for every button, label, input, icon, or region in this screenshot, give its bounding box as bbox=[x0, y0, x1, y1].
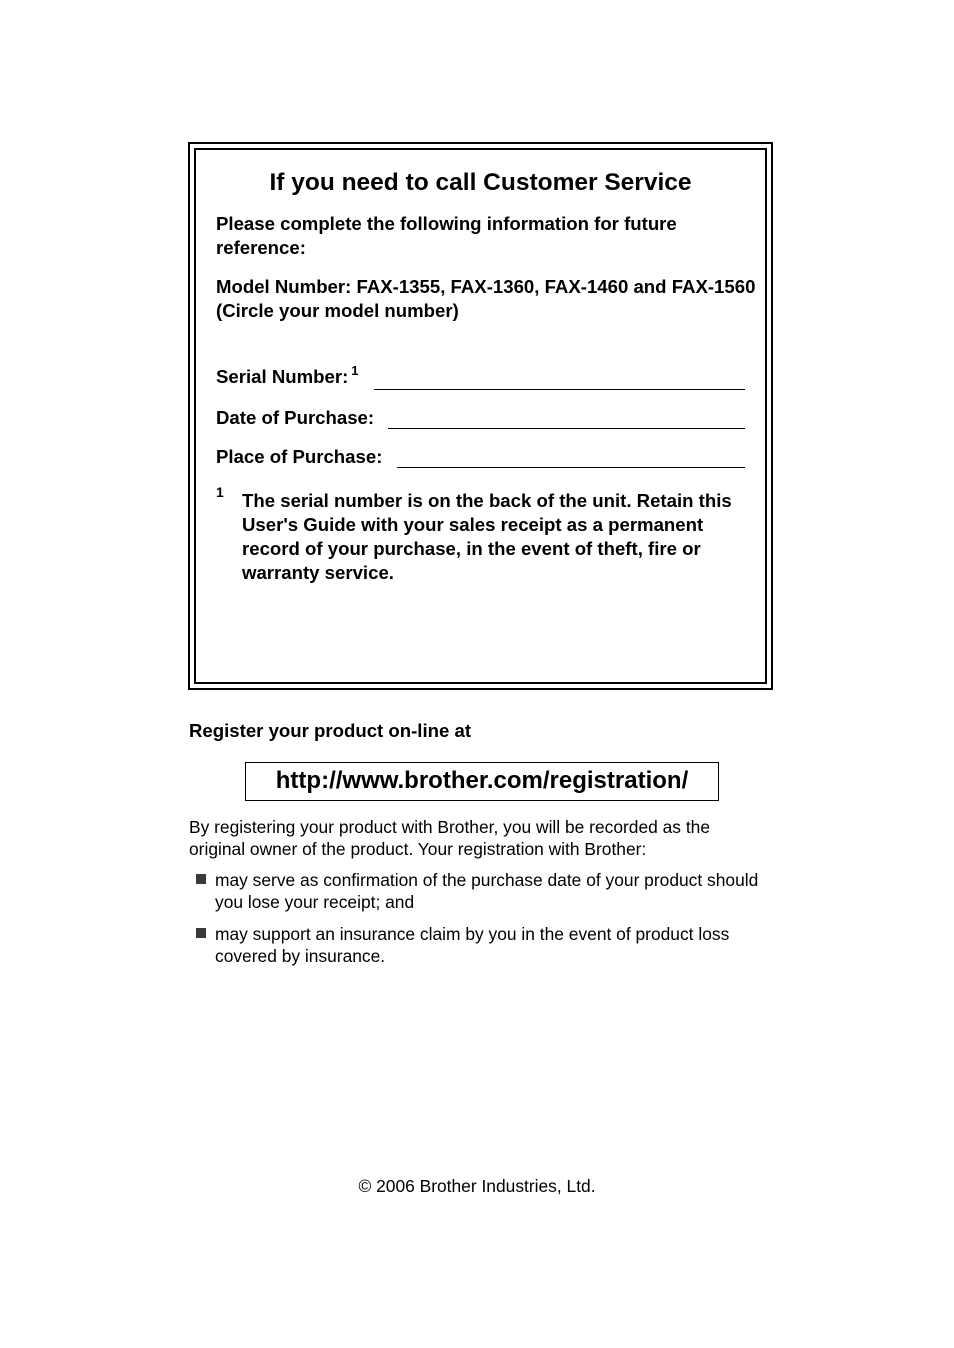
reference-instruction: Please complete the following information for future reference: bbox=[216, 213, 677, 258]
list-item-text: may support an insurance claim by you in the event of product loss covered by insurance. bbox=[215, 924, 730, 966]
date-of-purchase-field bbox=[216, 404, 745, 430]
serial-number-field bbox=[216, 365, 745, 391]
model-number-block bbox=[216, 275, 756, 323]
serial-number-blank-line[interactable] bbox=[374, 389, 745, 390]
serial-number-label: Serial Number: $^1$ bbox=[216, 363, 359, 387]
square-bullet-icon bbox=[196, 928, 206, 938]
register-heading: Register your product on-line at bbox=[189, 720, 472, 741]
list-item-text: may serve as confirmation of the purchase date of your product should you lose your receipt; and bbox=[215, 870, 759, 912]
customer-service-inner-frame bbox=[194, 148, 767, 684]
circle-model-note: (Circle your model number) bbox=[216, 300, 459, 321]
registration-description: By registering your product with Brother, you will be recorded as the original owner of the product. Your registration with Brother: bbox=[189, 817, 711, 859]
copyright-notice: © 2006 Brother Industries, Ltd. bbox=[358, 1176, 596, 1196]
customer-service-box bbox=[188, 142, 773, 690]
place-of-purchase-blank-line[interactable] bbox=[397, 467, 745, 468]
model-number-text: Model Number: FAX-1355, FAX-1360, FAX-1460 and FAX-1560 bbox=[216, 276, 756, 297]
registration-url-link[interactable]: http://www.brother.com/registration/ bbox=[245, 762, 719, 801]
date-of-purchase-blank-line[interactable] bbox=[388, 428, 745, 429]
footnote-number: 1 bbox=[216, 484, 224, 500]
serial-footnote-ref: 1 bbox=[351, 363, 359, 378]
square-bullet-icon bbox=[196, 874, 206, 884]
footnote-text: The serial number is on the back of the unit. Retain this User's Guide with your sales receipt as a permanent record of your purchase, in the event of theft, fire or warranty service. bbox=[242, 490, 732, 583]
place-of-purchase-label: Place of Purchase: bbox=[216, 446, 383, 467]
place-of-purchase-field bbox=[216, 443, 745, 469]
date-of-purchase-label: Date of Purchase: bbox=[216, 407, 375, 428]
customer-service-title: If you need to call Customer Service bbox=[269, 169, 692, 196]
